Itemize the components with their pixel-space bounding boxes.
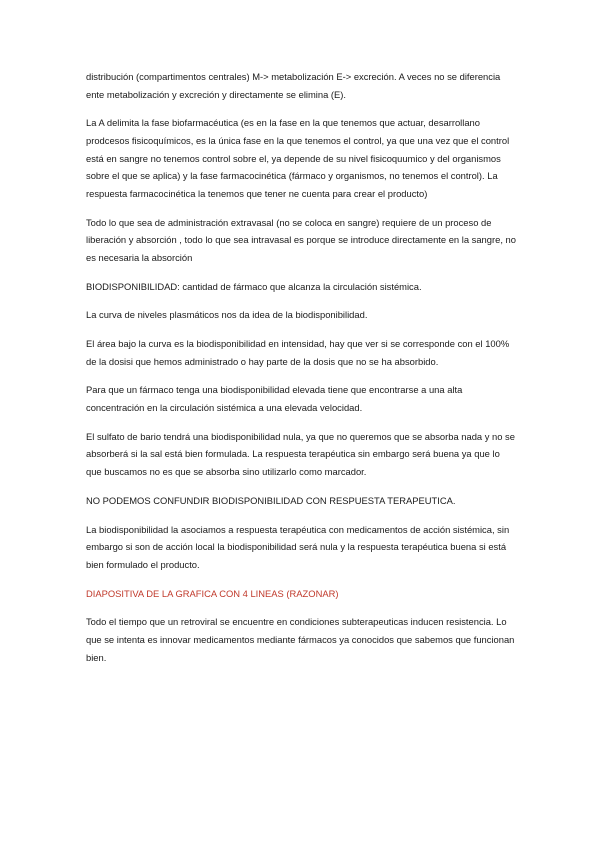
paragraph-distribucion: distribución (compartimentos centrales) M-> metabolización E-> excreción. A veces no se diferencia ente metabolización y excreción y directamente se elimina (E). <box>86 71 501 100</box>
paragraph-administracion-extravasal: Todo lo que sea de administración extravasal (no se coloca en sangre) requiere de un proceso de liberación y absorción , todo lo que sea intravasal es porque se introduce directamente en la sangre, no es necesaria la absorción <box>86 216 516 263</box>
paragraph-area-bajo-curva: El área bajo la curva es la biodisponibilidad en intensidad, hay que ver si se corresponde con el 100% de la dosisi que hemos administrado o hay parte de la dosis que no se ha absorbido. <box>86 338 510 367</box>
paragraph-retroviral: Todo el tiempo que un retroviral se encuentre en condiciones subterapeuticas inducen resistencia. Lo que se intenta es innovar medicamentos mediante fármacos ya conocidos que sabemos que funcionan bien. <box>86 616 515 663</box>
paragraph-respuesta-terapeutica: La biodisponibilidad la asociamos a respuesta terapéutica con medicamentos de acción sistémica, sin embargo si son de acción local la biodisponibilidad será nula y la respuesta terapéutica buena si está bien formulado el producto. <box>86 523 510 570</box>
document-body <box>86 68 516 677</box>
paragraph-no-confundir: NO PODEMOS CONFUNDIR BIODISPONIBILIDAD CON RESPUESTA TERAPEUTICA. <box>86 494 456 506</box>
paragraph-diapositiva-note: DIAPOSITIVA DE LA GRAFICA CON 4 LINEAS (RAZONAR) <box>86 587 339 599</box>
paragraph-fase-biofarmaceutica: La A delimita la fase biofarmacéutica (es en la fase en la que tenemos que actuar, desarrollano prodcesos fisicoquímicos, es la única fase en la que tenemos el control, ya que una vez que el control está en sangre no tenemos control sobre el, ya depende de su nivel fisicoquumico y del organismos sobre el que se aplica) y la fase farmacocinética (fármaco y organismos, no tenemos el control). La respuesta farmacocinética la tenemos que tener ne cuenta para crear el producto) <box>86 117 510 199</box>
paragraph-definicion-biodisponibilidad: BIODISPONIBILIDAD: cantidad de fármaco que alcanza la circulación sistémica. <box>86 280 422 292</box>
paragraph-sulfato-bario: El sulfato de bario tendrá una biodisponibilidad nula, ya que no queremos que se absorba nada y no se absorberá si la sal está bien formulada. La respuesta terapéutica sin embargo será buena ya que lo que buscamos no es que se absorba sino utilizarlo como marcador. <box>86 430 515 477</box>
paragraph-curva-niveles: La curva de niveles plasmáticos nos da idea de la biodisponibilidad. <box>86 309 368 321</box>
paragraph-biodisponibilidad-elevada: Para que un fármaco tenga una biodisponibilidad elevada tiene que encontrarse a una alta concentración en la circulación sistémica a una elevada velocidad. <box>86 384 463 414</box>
